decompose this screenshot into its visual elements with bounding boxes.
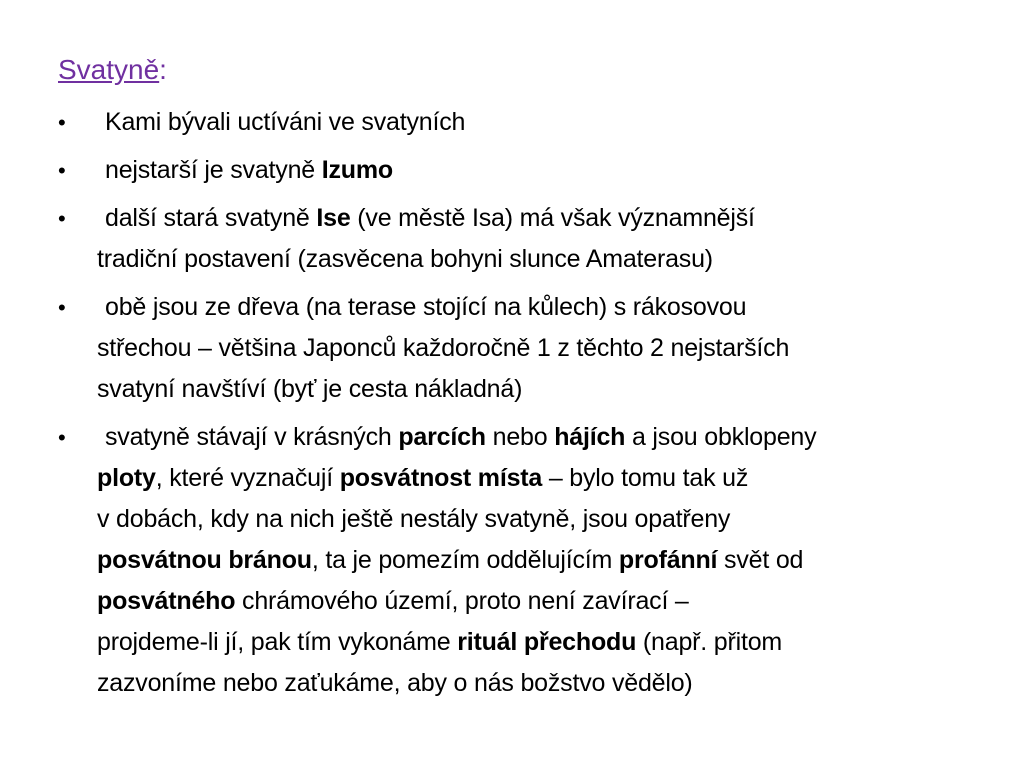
text-run: , ta je pomezím oddělujícím [311, 546, 619, 574]
bullet-line [105, 287, 998, 328]
bullet-line [97, 622, 998, 663]
bullet-item [58, 287, 998, 410]
bold-text: posvátného [97, 587, 236, 615]
bullet-item [58, 417, 998, 704]
text-run: v dobách, kdy na nich ještě nestály svatyně, jsou opatřeny [97, 505, 731, 533]
bullet-line [97, 239, 998, 280]
text-run: zazvoníme nebo zaťukáme, aby o nás božstvo vědělo) [97, 669, 693, 697]
text-run: svatyně stávají v krásných [105, 423, 399, 451]
bullet-marker: • [58, 110, 66, 135]
bullet-item [58, 198, 998, 280]
text-run: svatyní navštíví (byť je cesta nákladná) [97, 375, 523, 403]
text-run: projdeme-li jí, pak tím vykonáme [97, 628, 458, 656]
bullet-line [97, 369, 998, 410]
bullet-line [97, 328, 998, 369]
bullet-line [97, 458, 998, 499]
bullet-line [97, 581, 998, 622]
bullet-line [105, 198, 998, 239]
text-run: – bylo tomu tak už [542, 464, 749, 492]
text-run: , které vyznačují [155, 464, 340, 492]
bullet-marker: • [58, 158, 66, 183]
bullet-item [58, 150, 998, 191]
text-run: obě jsou ze dřeva (na terase stojící na kůlech) s rákosovou [105, 293, 747, 321]
bold-text: hájích [554, 423, 626, 451]
text-run: Kami bývali uctíváni ve svatyních [105, 108, 466, 136]
bullet-line [105, 102, 998, 143]
text-run: nebo [485, 423, 555, 451]
slide-heading [58, 50, 167, 90]
bullet-line [105, 417, 998, 458]
bullet-marker: • [58, 425, 66, 450]
bullet-list [58, 102, 998, 711]
text-run: střechou – většina Japonců každoročně 1 z těchto 2 nejstarších [97, 334, 790, 362]
bold-text: rituál přechodu [457, 628, 637, 656]
text-run: tradiční postavení (zasvěcena bohyni slunce Amaterasu) [97, 245, 713, 273]
text-run: svět od [717, 546, 804, 574]
heading-colon: : [159, 54, 167, 85]
bold-text: Ise [316, 204, 351, 232]
text-run: (např. přitom [636, 628, 783, 656]
bullet-line [97, 499, 998, 540]
heading-link[interactable]: Svatyně [58, 54, 160, 85]
text-run: chrámového území, proto není zavírací – [235, 587, 689, 615]
bold-text: profánní [618, 546, 718, 574]
bullet-marker: • [58, 295, 66, 320]
bullet-line [97, 540, 998, 581]
text-run: další stará svatyně [105, 204, 317, 232]
bold-text: ploty [97, 464, 156, 492]
bold-text: Izumo [321, 156, 393, 184]
bold-text: posvátnou bránou [97, 546, 312, 574]
bullet-item [58, 102, 998, 143]
bold-text: posvátnost místa [339, 464, 543, 492]
bullet-line [105, 150, 998, 191]
bullet-line [97, 663, 998, 704]
text-run: nejstarší je svatyně [105, 156, 322, 184]
text-run: (ve městě Isa) má však významnější [350, 204, 755, 232]
text-run: a jsou obklopeny [625, 423, 817, 451]
bold-text: parcích [398, 423, 486, 451]
bullet-marker: • [58, 206, 66, 231]
